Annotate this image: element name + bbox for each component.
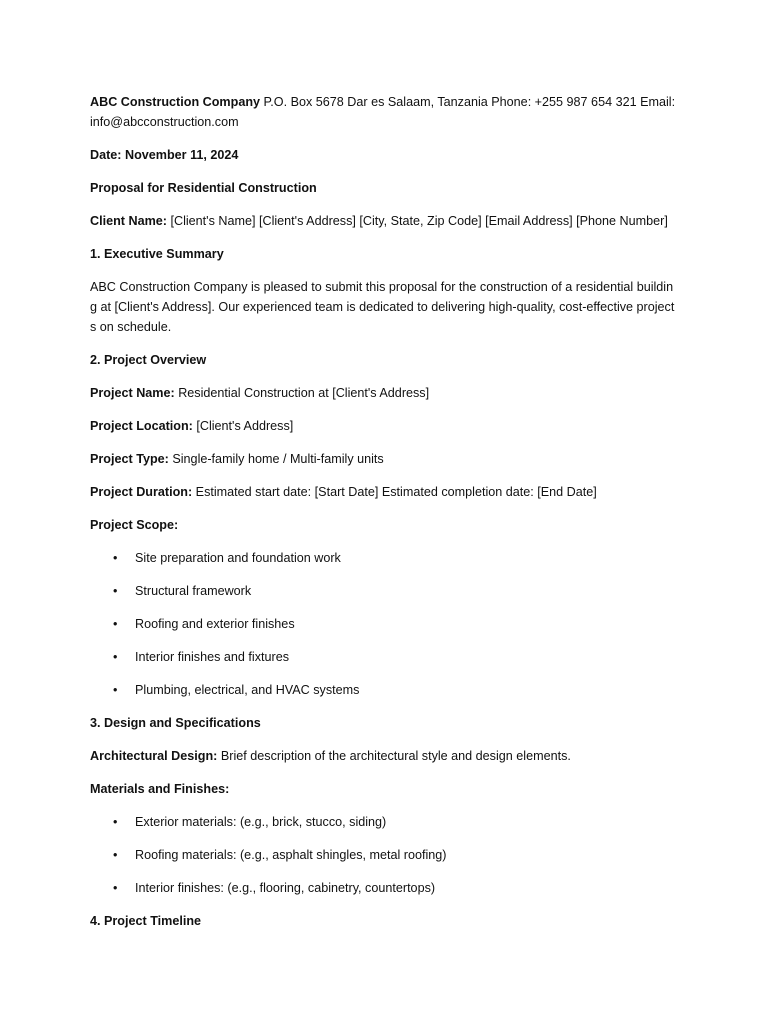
project-type-label: Project Type: xyxy=(90,452,169,466)
bullet-icon: • xyxy=(113,617,118,631)
company-header xyxy=(90,92,678,132)
project-location-label: Project Location: xyxy=(90,419,193,433)
design-heading: 3. Design and Specifications xyxy=(90,716,261,730)
client-value: [Client's Name] [Client's Address] [City, State, Zip Code] [Email Address] [Phone Number] xyxy=(170,214,668,228)
architectural-design-value: Brief description of the architectural style and design elements. xyxy=(220,749,571,763)
list-item xyxy=(90,878,678,898)
executive-summary-body: ABC Construction Company is pleased to submit this proposal for the construction of a residential building at [Client's Address]. Our experienced team is dedicated to delivering high-quality, cost-effective projects on schedule. xyxy=(90,280,675,334)
list-item xyxy=(90,548,678,568)
client-line xyxy=(90,211,678,231)
project-scope-list xyxy=(90,548,678,700)
list-item xyxy=(90,614,678,634)
bullet-icon: • xyxy=(113,650,118,664)
project-name-line xyxy=(90,383,678,403)
project-overview-heading: 2. Project Overview xyxy=(90,353,207,367)
proposal-title: Proposal for Residential Construction xyxy=(90,181,317,195)
executive-summary-heading: 1. Executive Summary xyxy=(90,247,224,261)
project-type-value: Single-family home / Multi-family units xyxy=(172,452,384,466)
list-item xyxy=(90,845,678,865)
list-item xyxy=(90,581,678,601)
project-duration-line xyxy=(90,482,678,502)
bullet-icon: • xyxy=(113,683,118,697)
project-name-label: Project Name: xyxy=(90,386,175,400)
project-location-value: [Client's Address] xyxy=(196,419,294,433)
material-item-text: Roofing materials: (e.g., asphalt shingles, metal roofing) xyxy=(135,848,447,862)
list-item xyxy=(90,812,678,832)
bullet-icon: • xyxy=(113,881,118,895)
materials-list xyxy=(90,812,678,898)
date-line: Date: November 11, 2024 xyxy=(90,148,239,162)
architectural-design-label: Architectural Design: xyxy=(90,749,218,763)
client-label: Client Name: xyxy=(90,214,167,228)
company-contact: P.O. Box 5678 Dar es Salaam, Tanzania Phone: +255 987 654 321 Email: info@abcconstruction.com xyxy=(90,95,676,129)
architectural-design-line xyxy=(90,746,678,766)
scope-item-text: Plumbing, electrical, and HVAC systems xyxy=(135,683,360,697)
document-page xyxy=(90,92,678,944)
bullet-icon: • xyxy=(113,848,118,862)
scope-item-text: Roofing and exterior finishes xyxy=(135,617,295,631)
scope-item-text: Site preparation and foundation work xyxy=(135,551,341,565)
project-type-line xyxy=(90,449,678,469)
list-item xyxy=(90,647,678,667)
bullet-icon: • xyxy=(113,584,118,598)
project-duration-label: Project Duration: xyxy=(90,485,193,499)
list-item xyxy=(90,680,678,700)
materials-label: Materials and Finishes: xyxy=(90,782,230,796)
material-item-text: Exterior materials: (e.g., brick, stucco, siding) xyxy=(135,815,387,829)
company-name: ABC Construction Company xyxy=(90,95,261,109)
scope-item-text: Structural framework xyxy=(135,584,252,598)
scope-item-text: Interior finishes and fixtures xyxy=(135,650,289,664)
bullet-icon: • xyxy=(113,815,118,829)
timeline-heading: 4. Project Timeline xyxy=(90,914,202,928)
project-name-value: Residential Construction at [Client's Address] xyxy=(178,386,430,400)
bullet-icon: • xyxy=(113,551,118,565)
project-duration-value: Estimated start date: [Start Date] Estimated completion date: [End Date] xyxy=(195,485,597,499)
project-scope-label: Project Scope: xyxy=(90,518,179,532)
material-item-text: Interior finishes: (e.g., flooring, cabinetry, countertops) xyxy=(135,881,436,895)
project-location-line xyxy=(90,416,678,436)
